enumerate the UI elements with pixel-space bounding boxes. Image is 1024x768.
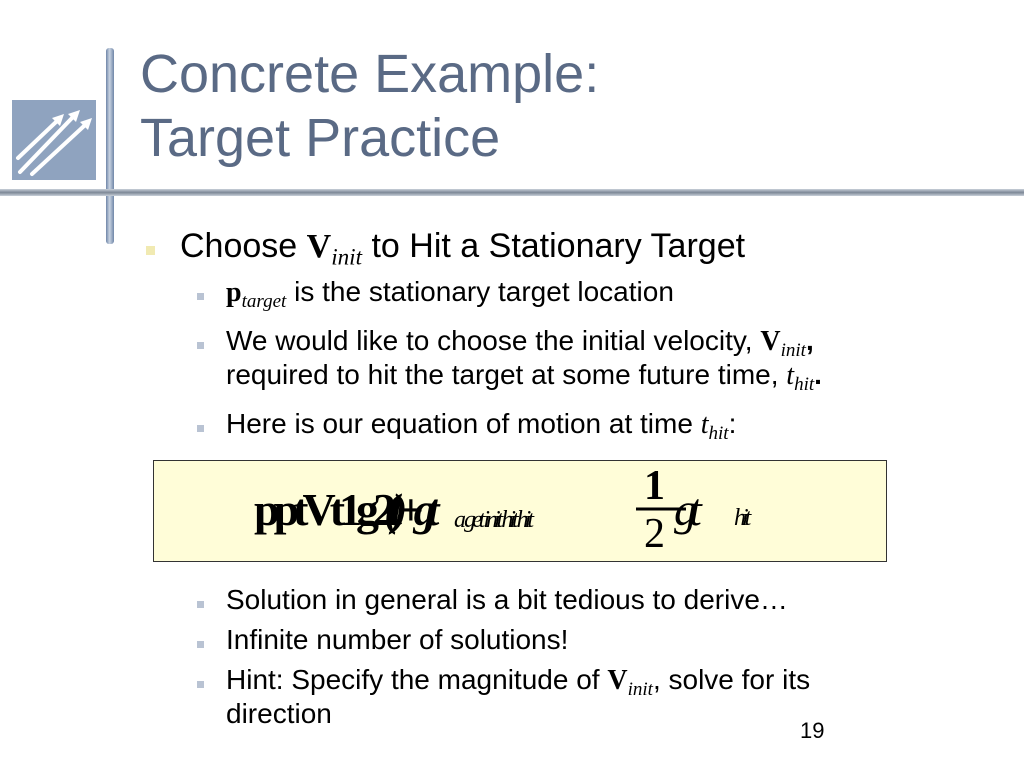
sub-bullet-marker bbox=[197, 293, 204, 300]
sub-bullet-equation-intro bbox=[226, 408, 736, 445]
equation-subscripts-overlay: a get init hit hit bbox=[454, 507, 530, 533]
sub-bullet-marker bbox=[197, 342, 204, 349]
v-init-subscript: init bbox=[780, 340, 806, 362]
velocity-line1-punct: , bbox=[805, 325, 814, 356]
p-target-subscript: target bbox=[241, 291, 287, 313]
v-init-subscript: init bbox=[627, 679, 653, 701]
sub-bullet-velocity-line1 bbox=[226, 325, 814, 362]
equation-intro-colon: : bbox=[728, 408, 737, 439]
vertical-accent-bar bbox=[106, 48, 114, 244]
motion-equation bbox=[154, 461, 886, 561]
equation-tail-subscript: hit bbox=[734, 505, 748, 531]
v-init-symbol: V bbox=[607, 665, 628, 696]
title-divider bbox=[0, 189, 1024, 196]
t-hit-subscript: hit bbox=[708, 423, 729, 445]
title-line-1: Concrete Example: bbox=[140, 44, 600, 104]
sub-bullet-infinite-solutions: Infinite number of solutions! bbox=[226, 624, 569, 655]
main-bullet-prefix: Choose bbox=[180, 227, 307, 265]
velocity-line1-text: We would like to choose the initial velocity, bbox=[226, 325, 761, 356]
v-init-symbol: V bbox=[760, 326, 781, 357]
page-number: 19 bbox=[800, 718, 825, 743]
equation-glyphs-overlay: (t)+gt bbox=[384, 484, 430, 535]
main-bullet-marker bbox=[146, 246, 155, 255]
slide-title bbox=[140, 42, 599, 170]
sub-bullet-hint-line2: direction bbox=[226, 698, 332, 729]
t-hit-symbol: t bbox=[700, 409, 709, 440]
p-target-symbol: p bbox=[226, 277, 242, 308]
velocity-line2-text: required to hit the target at some future time, bbox=[226, 359, 787, 390]
equation-fraction-denominator: 2 bbox=[644, 511, 665, 557]
sub-bullet-solution-tedious: Solution in general is a bit tedious to derive… bbox=[226, 584, 788, 615]
hint-text: Hint: Specify the magnitude of bbox=[226, 664, 608, 695]
sub-bullet-marker bbox=[197, 681, 204, 688]
velocity-line2-punct: . bbox=[814, 359, 822, 390]
sub-bullet-hint bbox=[226, 664, 810, 701]
equation-box bbox=[153, 460, 887, 562]
main-bullet-suffix: to Hit a Stationary Target bbox=[362, 227, 746, 265]
equation-tail-overlay: gt bbox=[674, 484, 694, 535]
sub-bullet-marker bbox=[197, 425, 204, 432]
title-line-2: Target Practice bbox=[140, 108, 501, 168]
sub-bullet-velocity-line2 bbox=[226, 359, 822, 396]
equation-intro-text: Here is our equation of motion at time bbox=[226, 408, 701, 439]
equation-glyphs: pptVt1g2 bbox=[254, 484, 391, 535]
hint-suffix: , solve for its bbox=[652, 664, 811, 695]
sub-bullet-marker bbox=[197, 641, 204, 648]
v-init-subscript: init bbox=[331, 244, 363, 271]
sub-bullet-target-text: is the stationary target location bbox=[286, 276, 674, 307]
v-init-symbol: V bbox=[306, 228, 332, 265]
t-hit-symbol: t bbox=[786, 360, 795, 391]
equation-fraction-numerator: 1 bbox=[644, 463, 665, 509]
sub-bullet-target bbox=[226, 276, 674, 313]
sub-bullet-marker bbox=[197, 601, 204, 608]
arrows-logo-icon bbox=[12, 100, 96, 180]
main-bullet bbox=[180, 227, 745, 271]
t-hit-subscript: hit bbox=[794, 374, 815, 396]
